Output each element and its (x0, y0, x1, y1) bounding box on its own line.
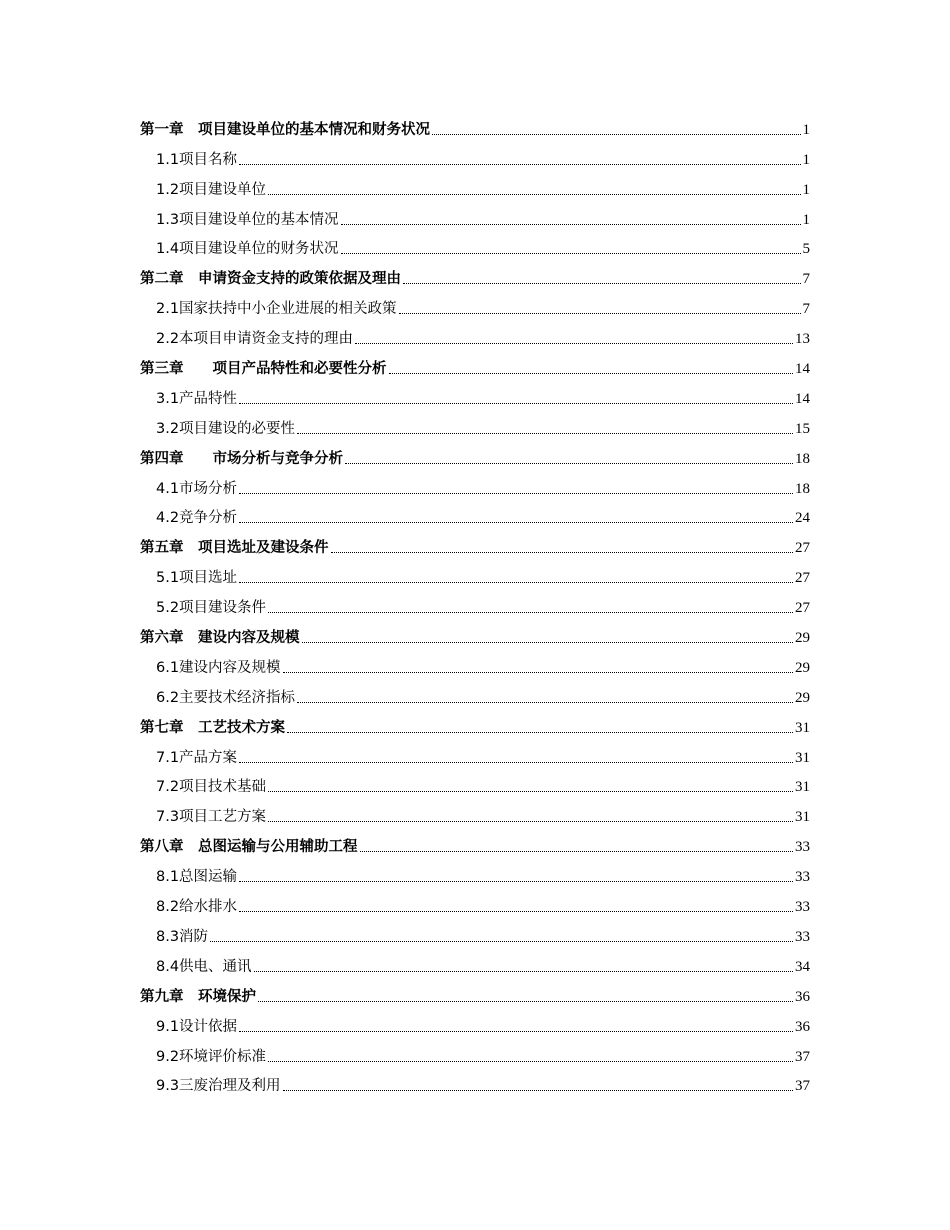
toc-page-number: 1 (802, 121, 810, 138)
toc-page-number: 7 (802, 271, 810, 288)
toc-chapter-entry[interactable] (140, 258, 810, 288)
toc-entry-title: 9.1设计依据 (156, 1018, 238, 1035)
toc-entry-title: 第六章 建设内容及规模 (140, 630, 300, 647)
toc-page-number: 29 (795, 659, 810, 676)
toc-entry-title: 第七章 工艺技术方案 (140, 719, 285, 736)
dot-leader (432, 133, 801, 135)
toc-entry-title: 1.1项目名称 (156, 151, 238, 168)
toc-section-entry[interactable] (140, 557, 810, 587)
toc-chapter-entry[interactable] (140, 976, 810, 1006)
toc-entry-title: 6.1建设内容及规模 (156, 659, 281, 676)
dot-leader (355, 342, 793, 344)
toc-entry-title: 8.2给水排水 (156, 899, 238, 916)
toc-entry-title: 5.1项目选址 (156, 570, 238, 587)
toc-entry-title: 5.2项目建设条件 (156, 600, 267, 617)
toc-chapter-entry[interactable] (140, 707, 810, 737)
toc-page-number: 24 (795, 510, 810, 527)
toc-section-entry[interactable] (140, 498, 810, 528)
dot-leader (341, 223, 801, 225)
dot-leader (360, 850, 794, 852)
toc-section-entry[interactable] (140, 647, 810, 677)
toc-section-entry[interactable] (140, 856, 810, 886)
toc-chapter-entry[interactable] (140, 438, 810, 468)
toc-section-entry[interactable] (140, 916, 810, 946)
toc-page-number: 13 (795, 331, 810, 348)
toc-entry-title: 4.1市场分析 (156, 480, 238, 497)
toc-section-entry[interactable] (140, 886, 810, 916)
toc-page-number: 34 (795, 958, 810, 975)
toc-entry-title: 3.2项目建设的必要性 (156, 420, 296, 437)
toc-page-number: 37 (795, 1048, 810, 1065)
dot-leader (239, 492, 793, 494)
toc-page-number: 1 (802, 181, 810, 198)
dot-leader (341, 252, 801, 254)
dot-leader (268, 790, 793, 792)
toc-entry-title: 7.1产品方案 (156, 749, 238, 766)
toc-chapter-entry[interactable] (140, 109, 810, 139)
toc-entry-title: 8.1总图运输 (156, 869, 238, 886)
toc-section-entry[interactable] (140, 767, 810, 797)
toc-chapter-entry[interactable] (140, 617, 810, 647)
dot-leader (258, 1000, 793, 1002)
toc-entry-title: 9.3三废治理及利用 (156, 1078, 281, 1095)
dot-leader (239, 163, 800, 165)
toc-page-number: 37 (795, 1078, 810, 1095)
dot-leader (302, 641, 794, 643)
dot-leader (239, 521, 793, 523)
toc-page-number: 18 (795, 480, 810, 497)
toc-section-entry[interactable] (140, 288, 810, 318)
toc-page-number: 33 (795, 839, 810, 856)
toc-page-number: 29 (795, 689, 810, 706)
toc-page-number: 27 (795, 600, 810, 617)
toc-entry-title: 2.1国家扶持中小企业进展的相关政策 (156, 301, 397, 318)
dot-leader (239, 910, 793, 912)
dot-leader (239, 761, 793, 763)
toc-section-entry[interactable] (140, 796, 810, 826)
toc-section-entry[interactable] (140, 1066, 810, 1096)
toc-section-entry[interactable] (140, 378, 810, 408)
toc-page-number: 31 (795, 809, 810, 826)
toc-section-entry[interactable] (140, 199, 810, 229)
toc-entry-title: 4.2竞争分析 (156, 510, 238, 527)
toc-entry-title: 8.3消防 (156, 928, 209, 945)
toc-entry-title: 9.2环境评价标准 (156, 1048, 267, 1065)
dot-leader (331, 551, 794, 553)
toc-chapter-entry[interactable] (140, 527, 810, 557)
toc-page-number: 33 (795, 869, 810, 886)
toc-entry-title: 第九章 环境保护 (140, 988, 256, 1005)
toc-page-number: 33 (795, 899, 810, 916)
dot-leader (239, 402, 793, 404)
toc-section-entry[interactable] (140, 677, 810, 707)
toc-entry-title: 第二章 申请资金支持的政策依据及理由 (140, 271, 401, 288)
dot-leader (210, 940, 793, 942)
dot-leader (268, 193, 800, 195)
toc-entry-title: 3.1产品特性 (156, 390, 238, 407)
toc-page-number: 36 (795, 988, 810, 1005)
toc-entry-title: 7.3项目工艺方案 (156, 809, 267, 826)
toc-entry-title: 1.3项目建设单位的基本情况 (156, 211, 339, 228)
toc-section-entry[interactable] (140, 169, 810, 199)
toc-section-entry[interactable] (140, 408, 810, 438)
toc-page-number: 14 (795, 390, 810, 407)
toc-page-number: 27 (795, 540, 810, 557)
toc-section-entry[interactable] (140, 1036, 810, 1066)
dot-leader (297, 432, 793, 434)
toc-page-number: 33 (795, 928, 810, 945)
dot-leader (239, 1030, 793, 1032)
toc-page-number: 7 (802, 301, 810, 318)
dot-leader (254, 970, 793, 972)
toc-page-number: 31 (795, 719, 810, 736)
toc-chapter-entry[interactable] (140, 826, 810, 856)
toc-section-entry[interactable] (140, 318, 810, 348)
toc-section-entry[interactable] (140, 468, 810, 498)
toc-page-number: 5 (802, 241, 810, 258)
toc-entry-title: 第一章 项目建设单位的基本情况和财务状况 (140, 121, 430, 138)
toc-entry-title: 1.4项目建设单位的财务状况 (156, 241, 339, 258)
dot-leader (345, 462, 793, 464)
toc-entry-title: 2.2本项目申请资金支持的理由 (156, 331, 354, 348)
toc-page-number: 31 (795, 779, 810, 796)
toc-section-entry[interactable] (140, 1006, 810, 1036)
dot-leader (239, 581, 793, 583)
toc-section-entry[interactable] (140, 946, 810, 976)
toc-section-entry[interactable] (140, 587, 810, 617)
toc-page-number: 1 (802, 211, 810, 228)
toc-entry-title: 8.4供电、通讯 (156, 958, 252, 975)
toc-page-number: 31 (795, 749, 810, 766)
dot-leader (268, 820, 793, 822)
toc-page-number: 27 (795, 570, 810, 587)
toc-chapter-entry[interactable] (140, 348, 810, 378)
toc-entry-title: 第四章 市场分析与竞争分析 (140, 450, 343, 467)
toc-page-number: 14 (795, 361, 810, 378)
table-of-contents (140, 109, 810, 1095)
dot-leader (268, 611, 793, 613)
dot-leader (283, 671, 793, 673)
toc-section-entry[interactable] (140, 229, 810, 259)
dot-leader (297, 701, 793, 703)
dot-leader (239, 880, 793, 882)
dot-leader (403, 282, 801, 284)
toc-entry-title: 1.2项目建设单位 (156, 181, 267, 198)
dot-leader (283, 1089, 793, 1091)
toc-entry-title: 第五章 项目选址及建设条件 (140, 540, 329, 557)
toc-page-number: 15 (795, 420, 810, 437)
toc-entry-title: 第八章 总图运输与公用辅助工程 (140, 839, 358, 856)
dot-leader (389, 372, 794, 374)
dot-leader (287, 731, 793, 733)
dot-leader (399, 312, 801, 314)
toc-section-entry[interactable] (140, 139, 810, 169)
toc-entry-title: 第三章 项目产品特性和必要性分析 (140, 361, 387, 378)
dot-leader (268, 1060, 793, 1062)
toc-page-number: 1 (802, 151, 810, 168)
toc-page-number: 36 (795, 1018, 810, 1035)
toc-entry-title: 7.2项目技术基础 (156, 779, 267, 796)
toc-entry-title: 6.2主要技术经济指标 (156, 689, 296, 706)
toc-page-number: 18 (795, 450, 810, 467)
toc-page-number: 29 (795, 630, 810, 647)
toc-section-entry[interactable] (140, 737, 810, 767)
